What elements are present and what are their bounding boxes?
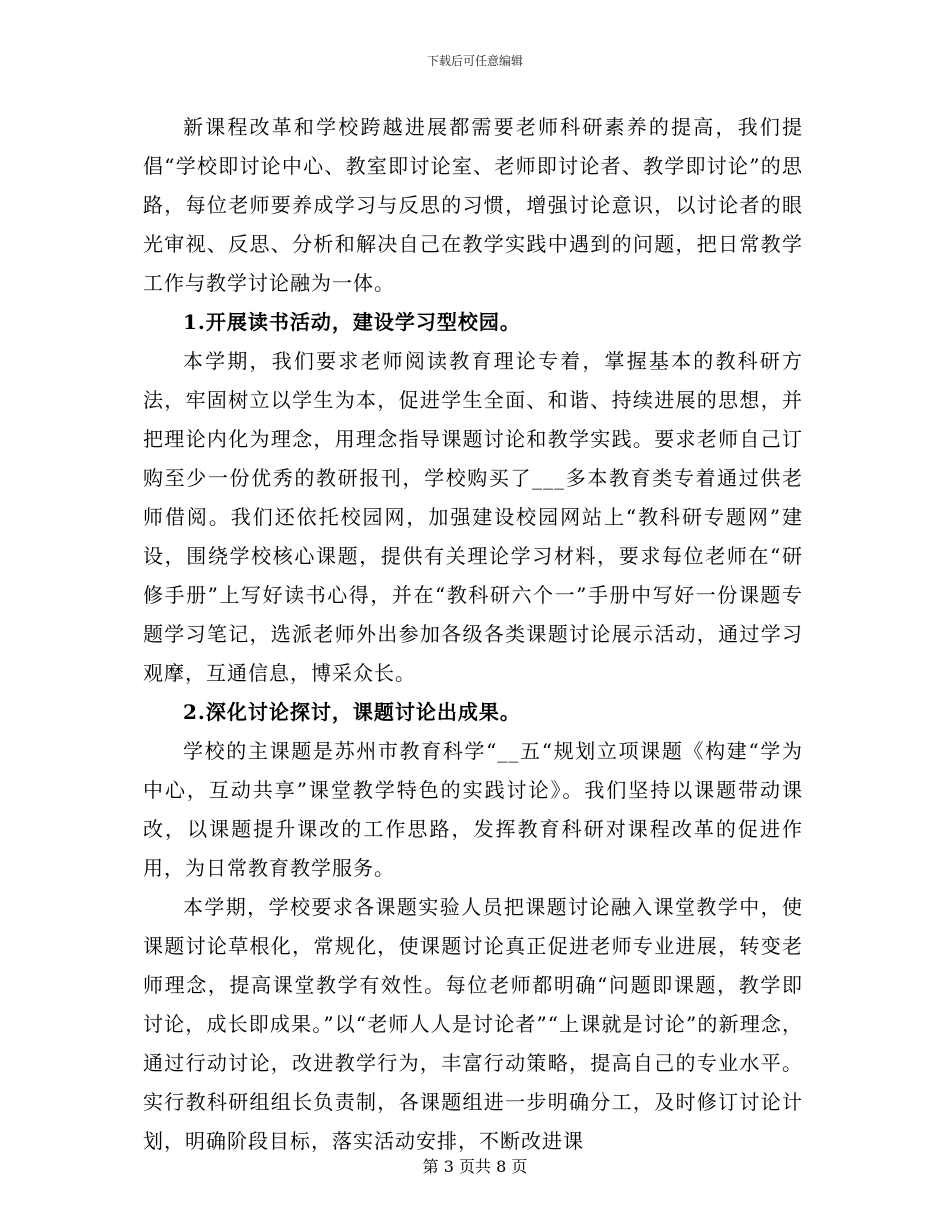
- section-heading-reading: 1.开展读书活动，建设学习型校园。: [183, 310, 521, 334]
- document-body: [143, 108, 803, 1161]
- reading-paragraph: 本学期，我们要求老师阅读教育理论专着，掌握基本的教科研方法，牢固树立以学生为本，促进学生全面、和谐、持续进展的思想，并把理论内化为理念，用理念指导课题讨论和教学实践。要求老师自己订购至少一份优秀的教研报刊，学校购买了___多本教育类专着通过供老师借阅。我们还依托校园网，加强建设校园网站上“教科研专题网”建设，围绕学校核心课题，提供有关理论学习材料，要求每位老师在“研修手册”上写好读书心得，并在“教科研六个一”手册中写好一份课题专题学习笔记，选派老师外出参加各级各类课题讨论展示活动，通过学习观摩，互通信息，博采众长。: [143, 349, 803, 685]
- semester-requirements-paragraph: 本学期，学校要求各课题实验人员把课题讨论融入课堂教学中，使课题讨论草根化，常规化，使课题讨论真正促进老师专业进展，转变老师理念，提高课堂教学有效性。每位老师都明确“问题即课题，教学即讨论，成长即成果。”以“老师人人是讨论者”“上课就是讨论”的新理念，通过行动讨论，改进教学行为，丰富行动策略，提高自己的专业水平。实行教科研组组长负责制，各课题组进一步明确分工，及时修订讨论计划，明确阶段目标，落实活动安排，不断改进课: [143, 895, 803, 1153]
- page-header-note: 下载后可任意编辑: [426, 54, 523, 68]
- main-topic-paragraph: 学校的主课题是苏州市教育科学“__五“规划立项课题《构建“学为中心，互动共享”课堂教学特色的实践讨论》。我们坚持以课题带动课改，以课题提升课改的工作思路，发挥教育科研对课程改革的促进作用，为日常教育教学服务。: [143, 739, 803, 880]
- intro-paragraph: 新课程改革和学校跨越进展都需要老师科研素养的提高，我们提倡“学校即讨论中心、教室即讨论室、老师即讨论者、教学即讨论”的思路，每位老师要养成学习与反思的习惯，增强讨论意识，以讨论者的眼光审视、反思、分析和解决自己在教学实践中遇到的问题，把日常教学工作与教学讨论融为一体。: [143, 115, 803, 295]
- section-heading-research: 2.深化讨论探讨，课题讨论出成果。: [183, 700, 521, 724]
- page-number: 第 3 页共 8 页: [422, 1157, 528, 1176]
